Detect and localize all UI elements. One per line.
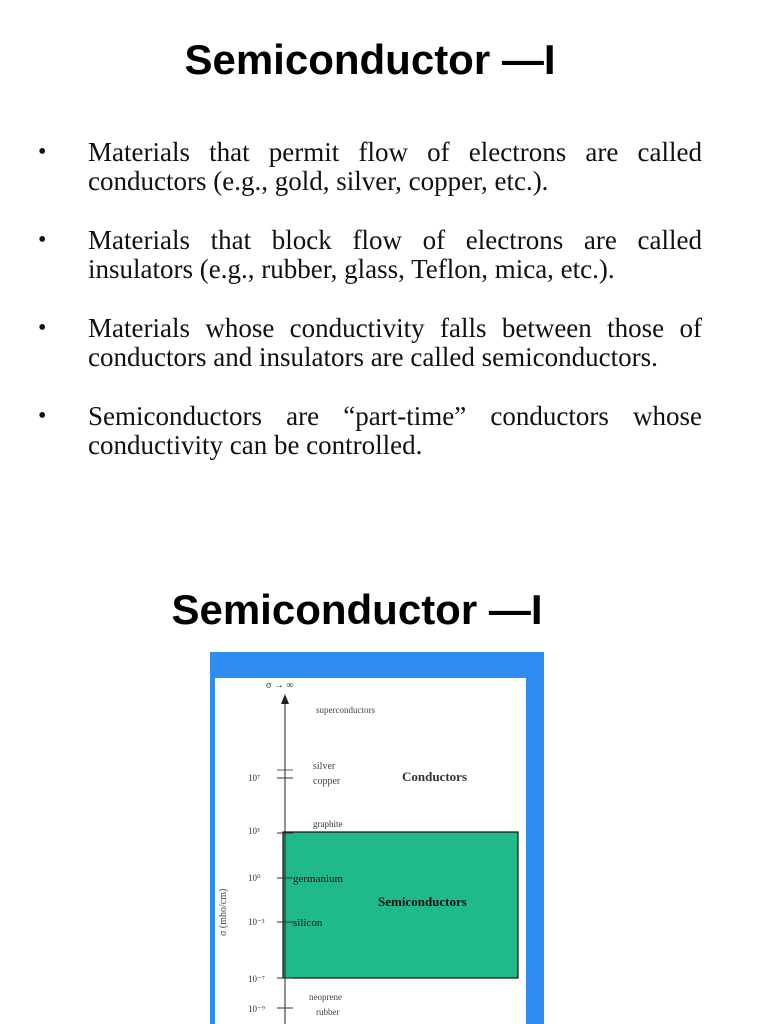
region-label-conductors: Conductors [402, 769, 468, 784]
axis-top-label: σ → ∞ [266, 680, 294, 691]
material-label: superconductors [316, 705, 375, 715]
bullet-icon: • [38, 227, 47, 253]
tick-label: 10⁻⁷ [248, 974, 265, 984]
conductivity-figure [210, 652, 544, 1024]
axis-arrow-icon [281, 694, 289, 704]
slide-title: Semiconductor —I [184, 36, 556, 83]
material-label: rubber [316, 1007, 340, 1017]
tick-label: 10⁰ [248, 873, 261, 883]
material-label: copper [313, 776, 341, 787]
material-label: silicon [293, 917, 323, 929]
material-label: germanium [293, 873, 344, 885]
tick-label: 10³ [248, 826, 260, 836]
material-label: graphite [313, 819, 343, 829]
tick-label: 10⁻³ [248, 917, 265, 927]
tick-label: 10⁻⁹ [248, 1004, 265, 1014]
axis-title: σ (mho/cm) [218, 888, 229, 936]
bullet-text: Materials that permit flow of electrons are called conductors (e.g., gold, silver, copper, etc.). [88, 137, 702, 196]
bullet-text: Materials that block flow of electrons are called insulators (e.g., rubber, glass, Teflon, mica, etc.). [88, 225, 702, 284]
region-label-semiconductors: Semiconductors [378, 894, 467, 909]
bullet-item [38, 226, 702, 284]
bullet-icon: • [38, 139, 47, 165]
bullet-item [38, 138, 702, 196]
material-label: neoprene [309, 992, 342, 1002]
slide-title: Semiconductor —I [171, 586, 543, 633]
bullet-text: Materials whose conductivity falls between those of conductors and insulators are called semiconductors. [88, 313, 702, 372]
conductivity-diagram [210, 652, 544, 1024]
bullet-item [38, 314, 702, 372]
bullet-list [38, 138, 702, 490]
tick-label: 10⁷ [248, 773, 261, 783]
bullet-icon: • [38, 315, 47, 341]
bullet-text: Semiconductors are “part-time” conductors whose conductivity can be controlled. [88, 401, 702, 460]
material-label: silver [313, 761, 336, 772]
bullet-item [38, 402, 702, 460]
bullet-icon: • [38, 403, 47, 429]
